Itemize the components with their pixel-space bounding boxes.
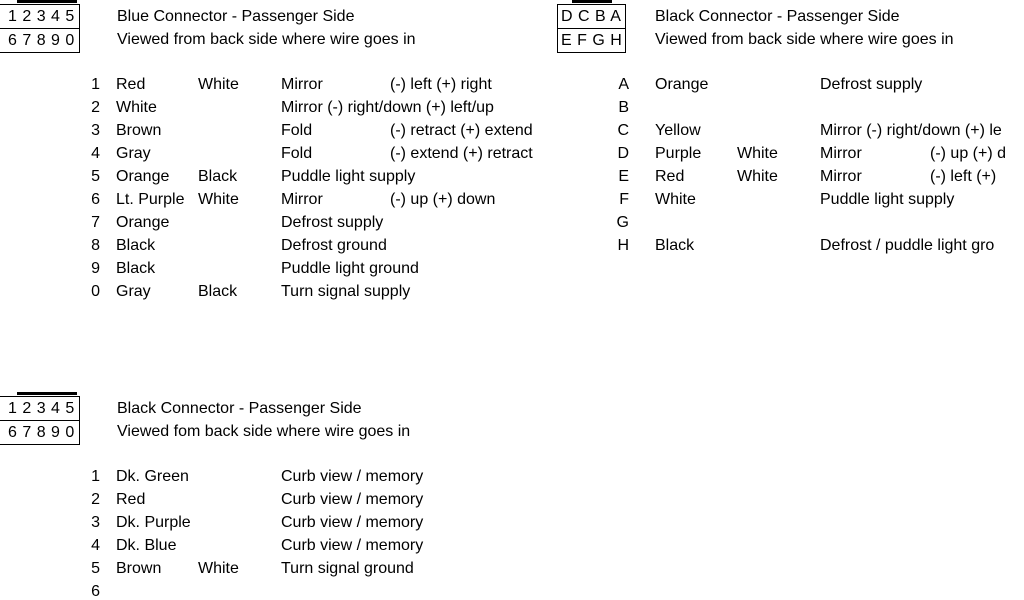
connector-key-tab [17, 392, 77, 395]
wire-color-cell: Orange [116, 168, 170, 185]
pin-row-top: 1 2 3 4 5 [0, 396, 80, 420]
function-cell: Curb view / memory [281, 514, 424, 531]
pin-cell: 2 [91, 491, 100, 508]
pin-cell: 8 [91, 237, 100, 254]
pin-cell: 3 [91, 514, 100, 531]
pin-row-bottom: 6 7 8 9 0 [0, 28, 80, 53]
function-cell: Puddle light supply [281, 168, 416, 185]
wire-color-cell: Yellow [655, 122, 701, 139]
function-cell: Fold [281, 122, 313, 139]
black-connector-10-subtitle: Viewed fom back side where wire goes in [117, 423, 411, 440]
wire-color-cell: White [116, 99, 157, 116]
black-connector-8-pin-diagram [557, 4, 626, 53]
wire-color-cell: Orange [116, 214, 170, 231]
pin-row-bottom: E F G H [557, 28, 626, 53]
wire-color-cell: Orange [655, 76, 709, 93]
pin-row-bottom: 6 7 8 9 0 [0, 420, 80, 445]
wire-color-cell: Purple [655, 145, 702, 162]
wire-color-cell: Black [116, 237, 156, 254]
function-cell: Puddle light ground [281, 260, 419, 277]
function-cell: Mirror (-) right/down (+) left/up [281, 99, 494, 116]
pin-cell: C [617, 122, 629, 139]
connector-key-tab [17, 0, 77, 3]
pin-cell: 2 [91, 99, 100, 116]
wire-color-cell: Dk. Purple [116, 514, 191, 531]
function-cell: Mirror [820, 145, 862, 162]
stripe-color-cell: White [198, 76, 239, 93]
pin-cell: 6 [91, 191, 100, 208]
wire-color-cell: Brown [116, 560, 162, 577]
function-cell: Curb view / memory [281, 537, 424, 554]
function-cell: Curb view / memory [281, 491, 424, 508]
pin-cell: 5 [91, 168, 100, 185]
pin-cell: G [616, 214, 629, 231]
pin-cell: 4 [91, 145, 100, 162]
black-connector-8-subtitle: Viewed from back side where wire goes in [655, 31, 954, 48]
stripe-color-cell: White [198, 191, 239, 208]
function-cell: Defrost / puddle light gro [820, 237, 995, 254]
detail-cell: (-) extend (+) retract [390, 145, 533, 162]
black-connector-10-pin-diagram [0, 396, 80, 445]
pin-cell: 1 [91, 76, 100, 93]
function-cell: Fold [281, 145, 313, 162]
pin-cell: D [617, 145, 629, 162]
function-cell: Defrost supply [820, 76, 923, 93]
pin-cell: 3 [91, 122, 100, 139]
pin-row-top: D C B A [557, 4, 626, 28]
wire-color-cell: Red [655, 168, 685, 185]
stripe-color-cell: White [198, 560, 239, 577]
wire-color-cell: Brown [116, 122, 162, 139]
blue-connector-title: Blue Connector - Passenger Side [117, 8, 355, 25]
pin-cell: B [618, 99, 629, 116]
function-cell: Defrost ground [281, 237, 387, 254]
pin-cell: A [618, 76, 629, 93]
wire-color-cell: Dk. Green [116, 468, 189, 485]
detail-cell: (-) up (+) d [930, 145, 1007, 162]
blue-connector-subtitle: Viewed from back side where wire goes in [117, 31, 416, 48]
blue-connector-pin-diagram [0, 4, 80, 53]
pin-row-top: 1 2 3 4 5 [0, 4, 80, 28]
function-cell: Mirror [281, 76, 323, 93]
wire-color-cell: Gray [116, 145, 151, 162]
detail-cell: (-) retract (+) extend [390, 122, 533, 139]
pin-cell: F [619, 191, 629, 208]
wire-color-cell: White [655, 191, 696, 208]
pin-cell: 7 [91, 214, 100, 231]
function-cell: Mirror [281, 191, 323, 208]
pin-cell: H [617, 237, 629, 254]
wire-color-cell: Black [116, 260, 156, 277]
stripe-color-cell: White [737, 145, 778, 162]
pin-cell: 5 [91, 560, 100, 577]
black-connector-10-title: Black Connector - Passenger Side [117, 400, 362, 417]
detail-cell: (-) left (+) [930, 168, 997, 185]
wire-color-cell: Gray [116, 283, 151, 300]
stripe-color-cell: Black [198, 168, 238, 185]
wire-color-cell: Lt. Purple [116, 191, 185, 208]
function-cell: Curb view / memory [281, 468, 424, 485]
black-connector-8-title: Black Connector - Passenger Side [655, 8, 900, 25]
stripe-color-cell: White [737, 168, 778, 185]
function-cell: Turn signal supply [281, 283, 411, 300]
function-cell: Mirror [820, 168, 862, 185]
pin-cell: 6 [91, 583, 100, 600]
detail-cell: (-) up (+) down [390, 191, 496, 208]
function-cell: Puddle light supply [820, 191, 955, 208]
function-cell: Turn signal ground [281, 560, 414, 577]
pin-cell: E [618, 168, 629, 185]
pin-cell: 4 [91, 537, 100, 554]
function-cell: Mirror (-) right/down (+) le [820, 122, 1002, 139]
wire-color-cell: Dk. Blue [116, 537, 177, 554]
pin-cell: 9 [91, 260, 100, 277]
pin-cell: 0 [91, 283, 100, 300]
wire-color-cell: Red [116, 491, 146, 508]
connector-key-tab [572, 0, 612, 3]
wire-color-cell: Black [655, 237, 695, 254]
detail-cell: (-) left (+) right [390, 76, 492, 93]
stripe-color-cell: Black [198, 283, 238, 300]
function-cell: Defrost supply [281, 214, 384, 231]
pin-cell: 1 [91, 468, 100, 485]
wire-color-cell: Red [116, 76, 146, 93]
